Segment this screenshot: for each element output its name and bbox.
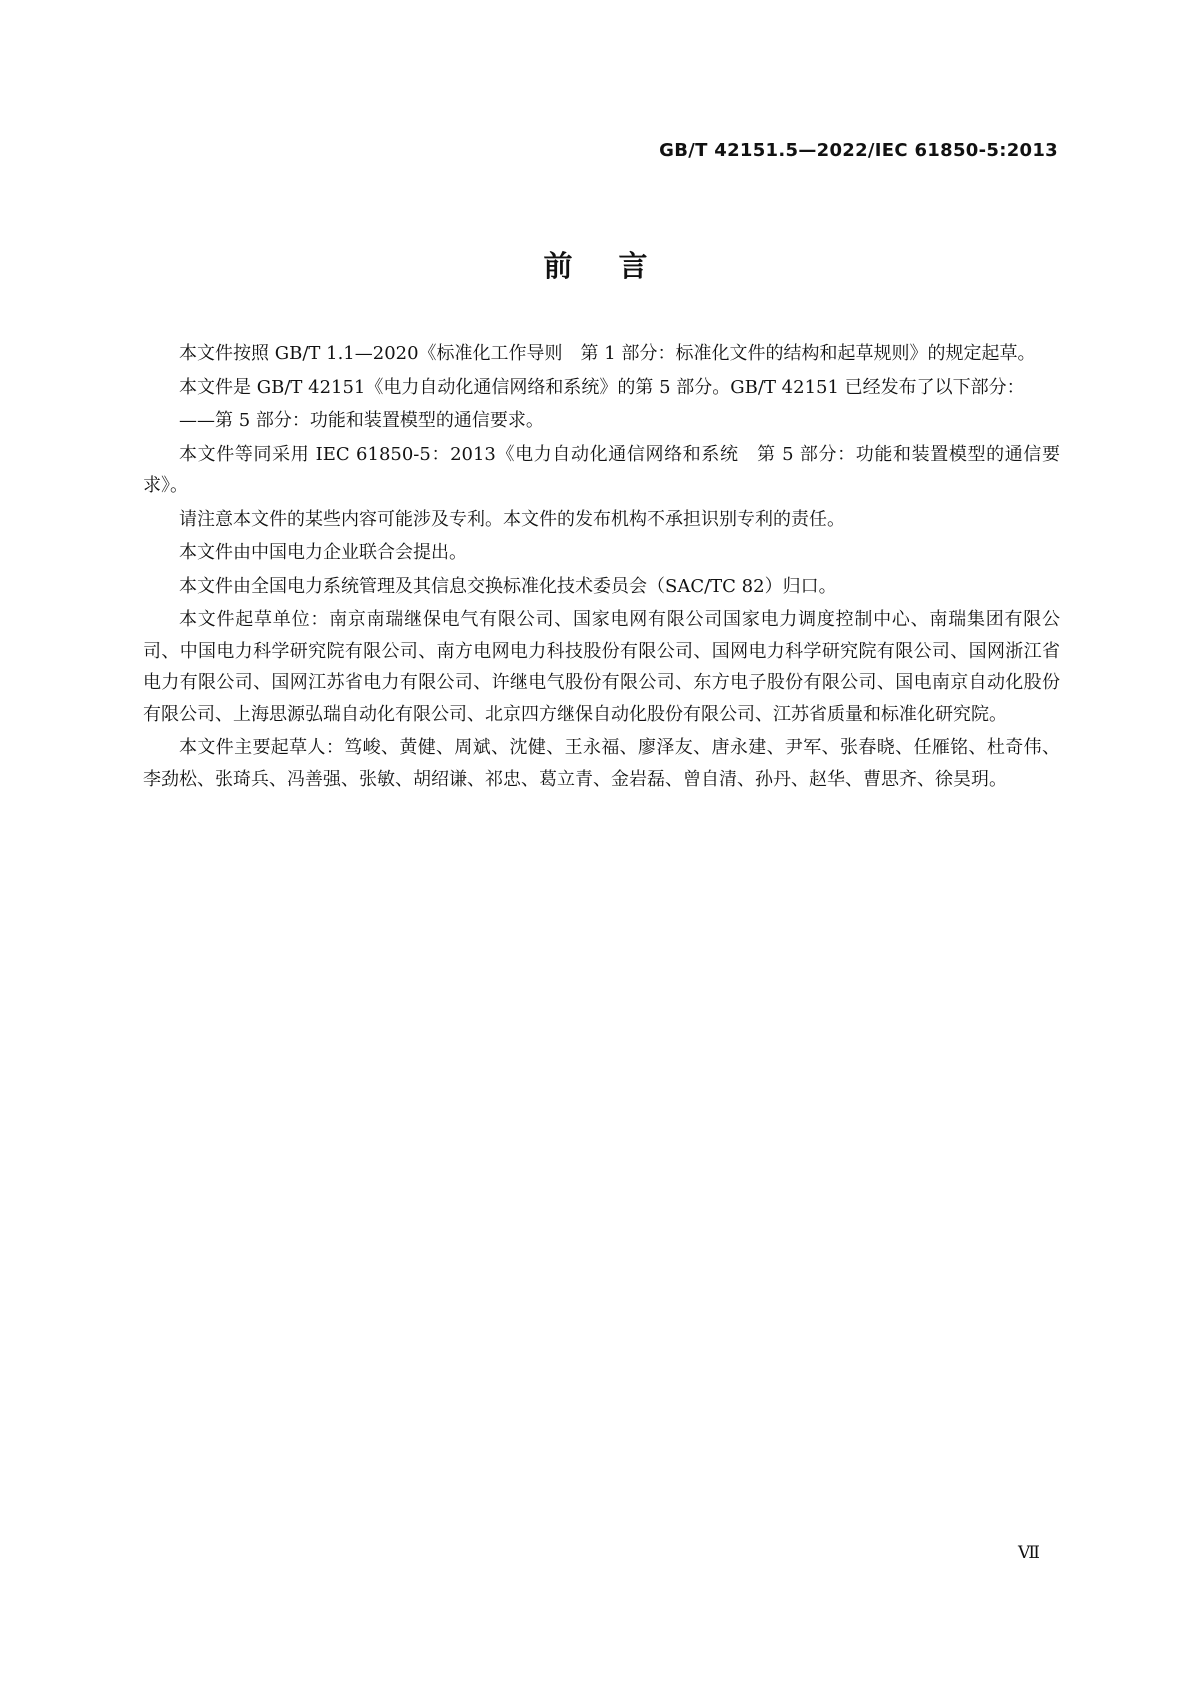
paragraph-series-info: 本文件是 GB/T 42151《电力自动化通信网络和系统》的第 5 部分。GB/T 42151 已经发布了以下部分：	[179, 376, 1025, 398]
paragraph-adoption: 本文件等同采用 IEC 61850-5：2013《电力自动化通信网络和系统 第 5 部分：功能和装置模型的通信要求》。	[143, 443, 1060, 496]
paragraph-part-list-item: ——第 5 部分：功能和装置模型的通信要求。	[179, 410, 544, 431]
paragraph-patent-notice: 请注意本文件的某些内容可能涉及专利。本文件的发布机构不承担识别专利的责任。	[179, 508, 845, 530]
page-title: 前言	[543, 249, 694, 283]
standard-code-header: GB/T 42151.5—2022/IEC 61850-5:2013	[659, 140, 1058, 161]
page-number: Ⅶ	[1018, 1543, 1040, 1563]
foreword-body	[143, 338, 1060, 797]
paragraph-drafting-units: 本文件起草单位：南京南瑞继保电气有限公司、国家电网有限公司国家电力调度控制中心、南瑞集团有限公司、中国电力科学研究院有限公司、南方电网电力科技股份有限公司、国网电力科学研究院有限公司、国网浙江省电力有限公司、国网江苏省电力有限公司、许继电气股份有限公司、东方电子股份有限公司、国电南京自动化股份有限公司、上海思源弘瑞自动化有限公司、北京四方继保自动化股份有限公司、江苏省质量和标准化研究院。	[143, 609, 1060, 725]
paragraph-drafters: 本文件主要起草人：笃峻、黄健、周斌、沈健、王永福、廖泽友、唐永建、尹军、张春晓、任雁铭、杜奇伟、李劲松、张琦兵、冯善强、张敏、胡绍谦、祁忠、葛立青、金岩磊、曾自清、孙丹、赵华、曹思齐、徐昊玥。	[143, 737, 1060, 790]
paragraph-proposer: 本文件由中国电力企业联合会提出。	[179, 542, 467, 563]
paragraph-committee: 本文件由全国电力系统管理及其信息交换标准化技术委员会（SAC/TC 82）归口。	[179, 575, 837, 597]
paragraph-drafting-rules: 本文件按照 GB/T 1.1—2020《标准化工作导则 第 1 部分：标准化文件的结构和起草规则》的规定起草。	[179, 343, 1036, 364]
